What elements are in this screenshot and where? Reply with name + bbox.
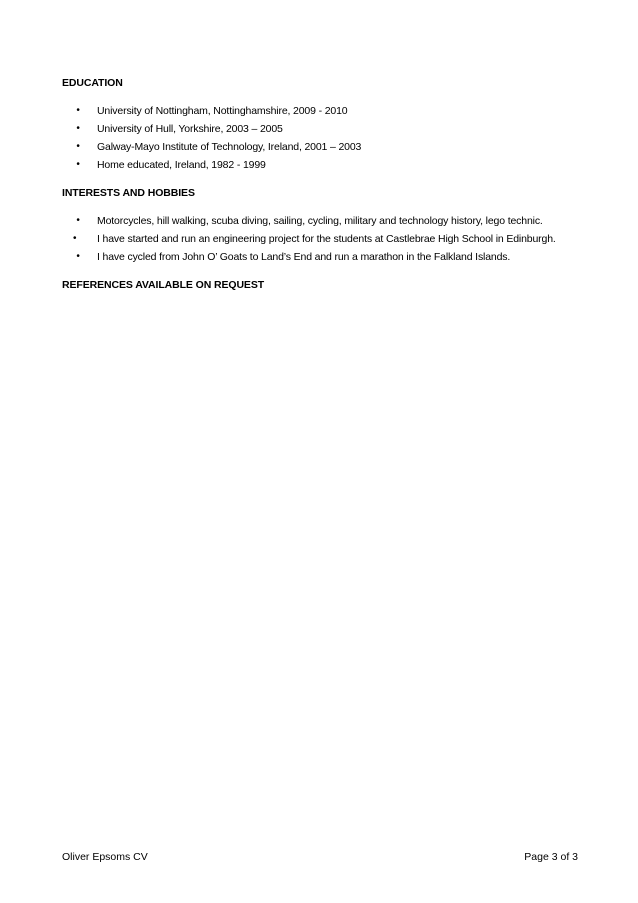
references-heading: REFERENCES AVAILABLE ON REQUEST: [62, 279, 265, 291]
footer-document-title: Oliver Epsoms CV: [62, 851, 148, 863]
list-item: [62, 248, 578, 266]
bullet-icon: •: [76, 123, 80, 134]
bullet-icon: •: [73, 233, 77, 244]
list-item-text: Home educated, Ireland, 1982 - 1999: [97, 159, 266, 171]
education-heading: EDUCATION: [62, 77, 123, 89]
list-item: [62, 102, 578, 120]
bullet-icon: •: [76, 215, 80, 226]
interests-list: [62, 212, 578, 266]
list-item: [62, 212, 578, 230]
footer-page-number: Page 3 of 3: [524, 851, 578, 863]
list-item: [62, 138, 578, 156]
list-item-text: I have started and run an engineering project for the students at Castlebrae High School in Edinburgh.: [97, 233, 556, 245]
bullet-icon: •: [76, 251, 80, 262]
page-footer: [62, 850, 578, 864]
list-item-text: Galway-Mayo Institute of Technology, Ireland, 2001 – 2003: [97, 141, 362, 153]
bullet-icon: •: [76, 159, 80, 170]
list-item-text: Motorcycles, hill walking, scuba diving, sailing, cycling, military and technology history, lego technic.: [97, 215, 543, 227]
list-item: [62, 156, 578, 174]
bullet-icon: •: [76, 141, 80, 152]
interests-heading: INTERESTS AND HOBBIES: [62, 187, 195, 199]
list-item: [62, 230, 578, 248]
list-item-text: I have cycled from John O’ Goats to Land’s End and run a marathon in the Falkland Islands.: [97, 251, 511, 263]
list-item-text: University of Nottingham, Nottinghamshire, 2009 - 2010: [97, 105, 348, 117]
list-item-text: University of Hull, Yorkshire, 2003 – 2005: [97, 123, 283, 135]
bullet-icon: •: [76, 105, 80, 116]
education-list: [62, 102, 578, 174]
list-item: [62, 120, 578, 138]
page-content: [62, 76, 578, 292]
